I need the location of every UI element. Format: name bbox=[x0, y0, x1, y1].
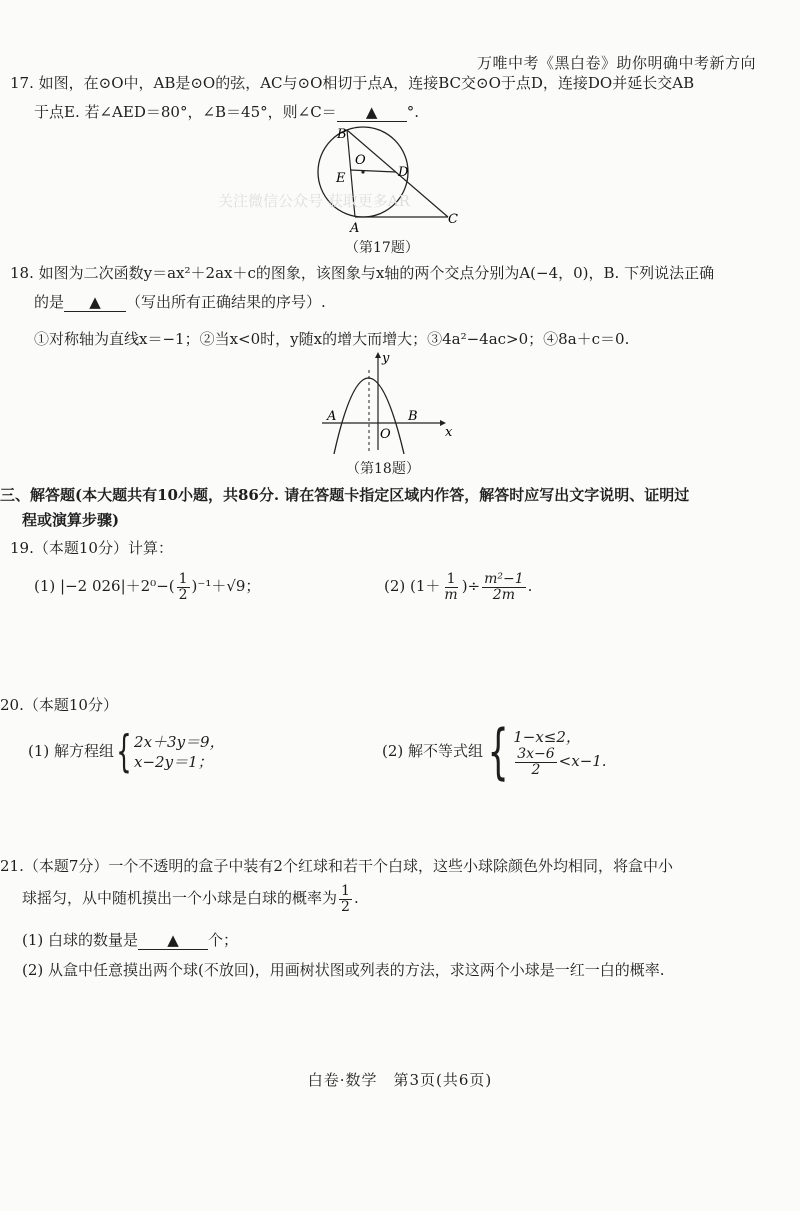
q20-part2-brace: { bbox=[487, 717, 509, 787]
q18-label-a: A bbox=[327, 409, 337, 424]
q20-part2-denominator: 2 bbox=[531, 761, 541, 778]
q18-text-line2-end: （写出所有正确结果的序号）. bbox=[126, 293, 326, 311]
q17-label-e: E bbox=[336, 171, 346, 186]
q20-part2-label: (2) 解不等式组 bbox=[382, 742, 484, 760]
q19-part2-fraction1 bbox=[442, 572, 459, 602]
q18-label-x: x bbox=[445, 425, 453, 440]
q17-text-line1: 如图，在⊙O中，AB是⊙O的弦，AC与⊙O相切于点A，连接BC交⊙O于点D，连接DO并延长交AB bbox=[38, 74, 695, 92]
q21-part1-text-end: 个； bbox=[208, 931, 239, 949]
q17-text-line2-end: °. bbox=[406, 103, 419, 121]
q19-part1-fraction bbox=[177, 572, 190, 602]
q21-part1-text: (1) 白球的数量是 bbox=[22, 931, 139, 949]
q20-part1-brace: { bbox=[116, 726, 132, 777]
watermark-text: 关注微信公众号 获取更多AR bbox=[218, 192, 410, 210]
q19-part2-denominator2: 2m bbox=[492, 586, 515, 603]
q18-label-o: O bbox=[380, 427, 391, 442]
q20-part2 bbox=[382, 717, 607, 787]
q19-part1-text-end: )⁻¹＋√9； bbox=[191, 577, 261, 596]
q17-line2 bbox=[34, 101, 419, 122]
q17-caption: （第17题） bbox=[345, 240, 419, 256]
q18-figure bbox=[318, 350, 456, 454]
q21-denominator: 2 bbox=[341, 898, 350, 915]
q19-part2 bbox=[384, 572, 532, 602]
q18-line1 bbox=[10, 262, 714, 283]
q18-answer-blank: ▲ bbox=[64, 293, 126, 312]
q20-part2-eq2 bbox=[513, 747, 606, 777]
q17-line1 bbox=[10, 72, 694, 93]
q17-number: 17. bbox=[10, 74, 34, 92]
q19-part2-text: (2) (1＋ bbox=[384, 577, 441, 596]
q17-label-b: B bbox=[337, 127, 347, 142]
q20-part1-eq1: 2x＋3y＝9， bbox=[134, 732, 225, 751]
q19-part2-text-end: . bbox=[527, 577, 533, 596]
q17-text-line2: 于点E. 若∠AED＝80°，∠B＝45°，则∠C＝ bbox=[34, 103, 337, 121]
q17-line-de bbox=[350, 170, 396, 172]
q17-label-o: O bbox=[355, 153, 366, 168]
q17-label-c: C bbox=[448, 212, 458, 227]
q21-part1 bbox=[22, 929, 238, 950]
q20-part1 bbox=[28, 726, 225, 777]
q18-line2 bbox=[34, 291, 326, 312]
q19-title: 19.（本题10分）计算： bbox=[10, 539, 173, 557]
q18-text-line1: 如图为二次函数y＝ax²＋2ax＋c的图象，该图象与x轴的两个交点分别为A(−4，0)，B. 下列说法正确 bbox=[38, 264, 715, 282]
page-footer: 白卷·数学 第3页(共6页) bbox=[307, 1071, 493, 1089]
q19-part2-numerator1: 1 bbox=[446, 571, 456, 587]
q21-answer-blank: ▲ bbox=[138, 931, 208, 950]
q20-part2-fraction bbox=[515, 747, 556, 777]
q19-part1 bbox=[34, 572, 260, 602]
q21-numerator: 1 bbox=[341, 883, 350, 899]
q21-line2 bbox=[22, 884, 359, 914]
q20-title: 20.（本题10分） bbox=[0, 696, 118, 714]
q18-number: 18. bbox=[10, 264, 34, 282]
q20-part1-label: (1) 解方程组 bbox=[28, 742, 115, 760]
q20-part2-eq1: 1−x≤2， bbox=[513, 727, 581, 746]
q18-options: ①对称轴为直线x＝−1；②当x<0时，y随x的增大而增大；③4a²−4ac>0；④8a＋c＝0. bbox=[34, 330, 630, 348]
q21-part2: (2) 从盒中任意摸出两个球(不放回)，用画树状图或列表的方法，求这两个小球是一红一白的概率. bbox=[22, 961, 665, 979]
q20-part2-numerator: 3x−6 bbox=[517, 745, 555, 762]
page-header: 万唯中考《黑白卷》助你明确中考新方向 bbox=[476, 54, 756, 72]
q20-part2-eq2-end: <x−1. bbox=[558, 752, 607, 771]
q18-label-y: y bbox=[382, 351, 390, 366]
q19-part1-denominator: 2 bbox=[178, 586, 188, 603]
q20-part2-system bbox=[513, 727, 606, 778]
q18-label-b: B bbox=[408, 409, 418, 424]
q21-line2-end: . bbox=[353, 889, 359, 908]
q17-answer-blank: ▲ bbox=[337, 103, 407, 122]
q20-part1-system bbox=[134, 732, 225, 773]
q19-part1-numerator: 1 bbox=[178, 571, 188, 587]
q19-part2-numerator2: m²−1 bbox=[484, 571, 524, 587]
q21-probability-fraction bbox=[339, 884, 352, 914]
q19-part1-text: (1) |−2 026|＋2⁰−( bbox=[34, 577, 175, 596]
q17-figure bbox=[300, 126, 470, 238]
q19-part2-divide: )÷ bbox=[461, 577, 481, 596]
q18-text-line2: 的是 bbox=[34, 293, 65, 311]
q18-caption: （第18题） bbox=[346, 461, 420, 477]
q17-center-point bbox=[361, 170, 364, 173]
section3-heading-line2: 程或演算步骤) bbox=[22, 511, 120, 529]
q19-part2-denominator1: m bbox=[444, 586, 458, 603]
q19-part2-fraction2 bbox=[482, 572, 526, 602]
q17-label-d: D bbox=[398, 165, 409, 180]
q21-line1: 21.（本题7分）一个不透明的盒子中装有2个红球和若干个白球，这些小球除颜色外均相同，将盒中小 bbox=[0, 857, 673, 875]
q21-line2-text: 球摇匀，从中随机摸出一个小球是白球的概率为 bbox=[22, 889, 338, 908]
q17-label-a: A bbox=[350, 221, 360, 236]
q20-part1-eq2: x−2y＝1； bbox=[134, 753, 213, 771]
section3-heading-line1: 三、解答题(本大题共有10小题，共86分. 请在答题卡指定区域内作答，解答时应写出文字说明、证明过 bbox=[0, 486, 690, 504]
